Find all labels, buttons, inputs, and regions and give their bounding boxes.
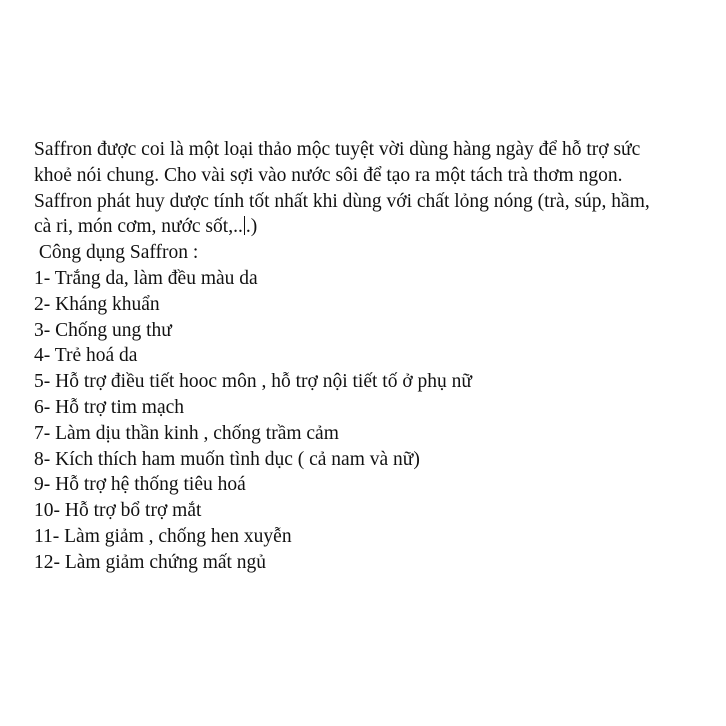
intro-paragraph [34,137,704,240]
list-item: 3- Chống ung thư [34,319,172,341]
intro-line-4 [34,216,257,237]
list-item: 11- Làm giảm , chống hen xuyễn [34,525,292,547]
list-item: 12- Làm giảm chứng mất ngủ [34,551,267,573]
intro-line-4-end: .) [245,216,258,238]
list-item: 6- Hỗ trợ tim mạch [34,396,185,418]
intro-line-1: Saffron được coi là một loại thảo mộc tuyệt vời dùng hàng ngày để hỗ trợ sức [34,139,641,160]
list-item: 5- Hỗ trợ điều tiết hooc môn , hỗ trợ nội tiết tố ở phụ nữ [34,371,472,393]
list-item: 2- Kháng khuẩn [34,293,160,315]
list-item: 10- Hỗ trợ bổ trợ mắt [34,500,202,522]
uses-heading: Công dụng Saffron : [34,242,199,264]
list-item: 9- Hỗ trợ hệ thống tiêu hoá [34,474,246,496]
text-cursor [244,216,245,235]
list-item: 8- Kích thích ham muốn tình dục ( cả nam và nữ) [34,448,420,470]
list-item: 4- Trẻ hoá da [34,345,138,367]
document-body [34,137,704,576]
intro-line-2: khoẻ nói chung. Cho vài sợi vào nước sôi để tạo ra một tách trà thơm ngon. [34,164,623,186]
uses-list [34,266,704,576]
list-item: 7- Làm dịu thần kinh , chống trầm cảm [34,422,339,444]
intro-line-4-text: cà ri, món cơm, nước sốt,.. [34,216,243,238]
list-item: 1- Trắng da, làm đều màu da [34,267,258,289]
intro-line-3: Saffron phát huy dược tính tốt nhất khi dùng với chất lỏng nóng (trà, súp, hầm, [34,190,650,212]
